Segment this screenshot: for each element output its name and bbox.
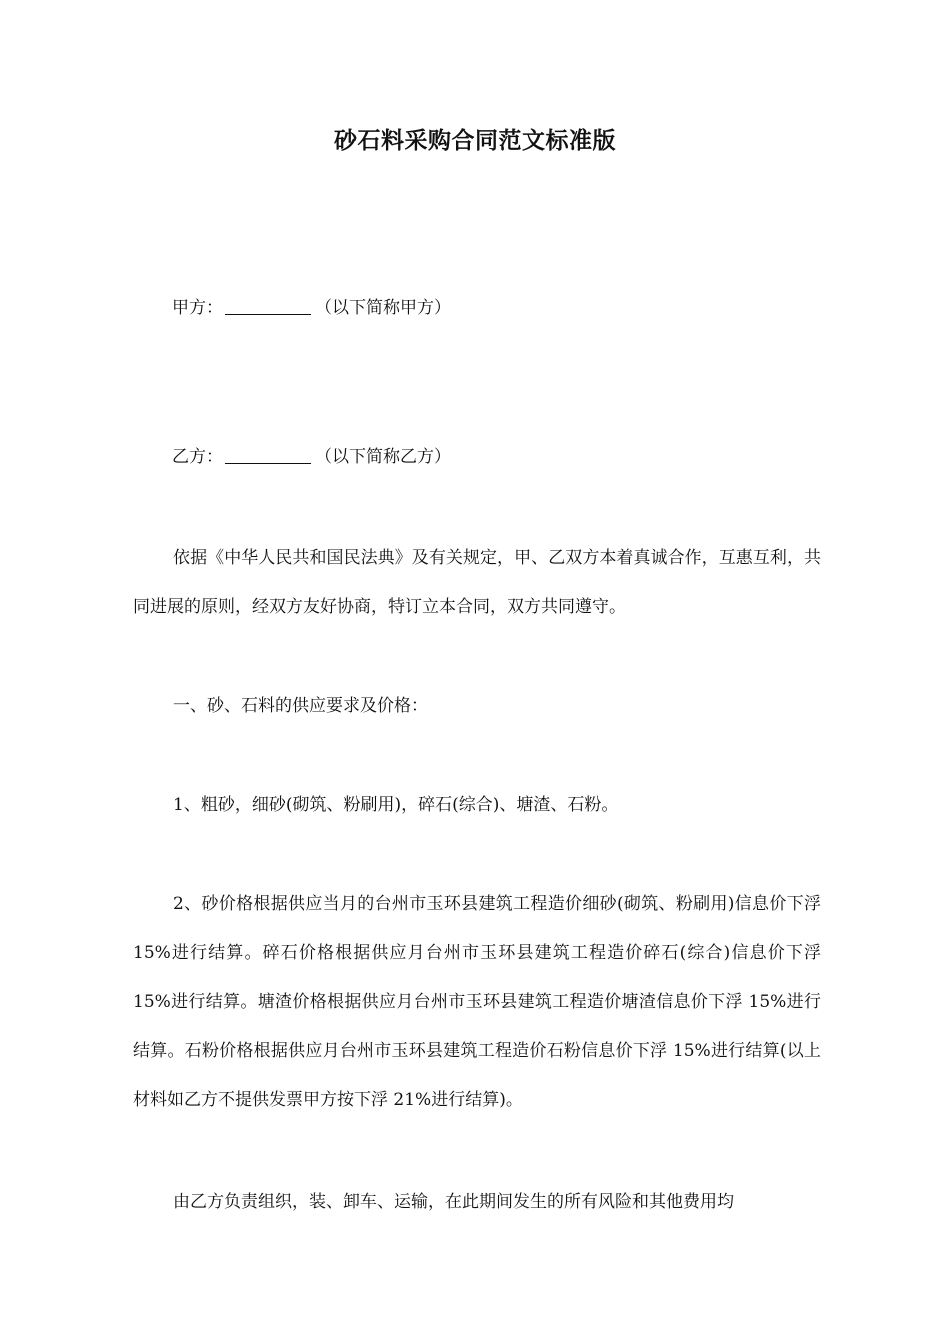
item1-paragraph [133, 781, 821, 830]
preamble-paragraph [133, 534, 821, 632]
item1-text: 1、粗砂，细砂(砌筑、粉刷用)，碎石(综合)、塘渣、石粉。 [173, 795, 619, 815]
item2-text: 2、砂价格根据供应当月的台州市玉环县建筑工程造价细砂(砌筑、粉刷用)信息价下浮 15%进行结算。碎石价格根据供应月台州市玉环县建筑工程造价碎石(综合)信息价下浮 15%进行结算。塘渣价格根据供应月台州市玉环县建筑工程造价塘渣信息价下浮 15%进行结算。石粉价格根据供应月台州市玉环县建筑工程造价石粉信息价下浮 15%进行结算(以上材料如乙方不提供发票甲方按下浮 21%进行结算)。 [133, 894, 821, 1110]
party-a-line [172, 293, 451, 323]
party-b-suffix: （以下简称乙方） [315, 447, 451, 467]
party-b-line [172, 442, 451, 472]
section1-heading [133, 682, 821, 731]
item3-paragraph [133, 1178, 821, 1227]
preamble-text: 依据《中华人民共和国民法典》及有关规定，甲、乙双方本着真诚合作，互惠互利，共同进展的原则，经双方友好协商，特订立本合同，双方共同遵守。 [133, 548, 821, 617]
party-a-label: 甲方： [172, 298, 223, 318]
party-a-suffix: （以下简称甲方） [315, 298, 451, 318]
party-a-blank [225, 296, 311, 315]
item2-paragraph [133, 880, 821, 1125]
document-title: 砂石料采购合同范文标准版 [334, 128, 616, 154]
party-b-label: 乙方： [172, 447, 223, 467]
party-b-blank [225, 445, 311, 464]
section1-heading-text: 一、砂、石料的供应要求及价格： [173, 696, 428, 716]
item3-text: 由乙方负责组织，装、卸车、运输，在此期间发生的所有风险和其他费用均 [173, 1192, 734, 1212]
